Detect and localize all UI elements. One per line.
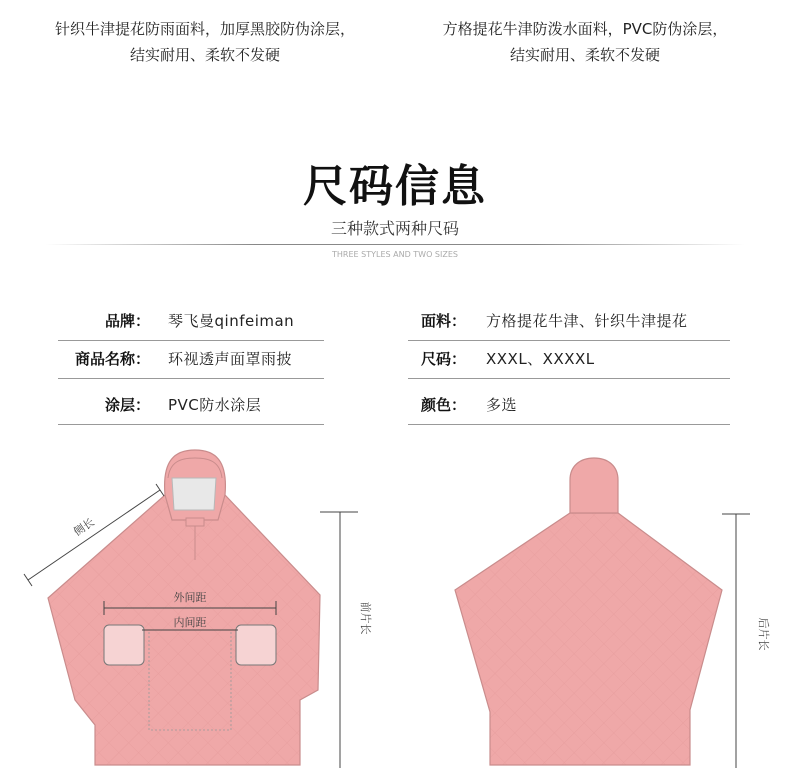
spec-label: 尺码： xyxy=(420,350,466,368)
inner-spacing-label: 内间距 xyxy=(173,616,207,629)
side-length-label: 侧长 xyxy=(71,515,97,539)
feature-line: 方格提花牛津防泼水面料，PVC防伪涂层， xyxy=(442,20,728,38)
spec-value: XXXL、XXXXL xyxy=(486,350,595,368)
front-length-label: 前片长 xyxy=(359,601,372,635)
fabric-description-left xyxy=(20,16,390,68)
spec-label: 面料： xyxy=(420,312,466,330)
back-length-label: 后片长 xyxy=(757,617,770,651)
spec-label: 涂层： xyxy=(104,396,150,414)
spec-value: 琴飞曼qinfeiman xyxy=(168,312,295,330)
title-divider xyxy=(45,244,745,245)
spec-row-size xyxy=(408,342,730,379)
spec-value: 多选 xyxy=(486,396,518,414)
back-length-dimension xyxy=(722,514,771,768)
feature-line: 结实耐用、柔软不发硬 xyxy=(509,46,660,64)
poncho-size-diagram xyxy=(0,440,790,770)
spec-label: 商品名称： xyxy=(74,350,150,368)
back-poncho xyxy=(455,458,771,768)
back-poncho-hood xyxy=(570,458,618,513)
spec-label: 颜色： xyxy=(420,396,466,414)
front-poncho xyxy=(24,450,373,768)
spec-row-color xyxy=(408,388,730,425)
pocket-right xyxy=(236,625,276,665)
spec-label: 品牌： xyxy=(104,312,150,330)
spec-row-brand xyxy=(58,304,324,341)
section-subtitle: 三种款式两种尺码 xyxy=(330,219,459,238)
spec-row-product-name xyxy=(58,342,324,379)
front-length-dimension xyxy=(320,512,373,768)
pocket-left xyxy=(104,625,144,665)
fabric-description-right xyxy=(400,16,770,68)
feature-line: 结实耐用、柔软不发硬 xyxy=(129,46,280,64)
spec-value: 方格提花牛津、针织牛津提花 xyxy=(486,312,688,330)
spec-row-coating xyxy=(58,388,324,425)
english-subtitle: THREE STYLES AND TWO SIZES xyxy=(332,250,458,259)
face-visor xyxy=(172,478,216,510)
back-poncho-body xyxy=(455,513,722,765)
spec-value: PVC防水涂层 xyxy=(168,396,262,414)
outer-spacing-label: 外间距 xyxy=(173,591,207,604)
section-title: 尺码信息 xyxy=(303,161,487,212)
feature-line: 针织牛津提花防雨面料，加厚黑胶防伪涂层， xyxy=(54,20,355,38)
spec-row-fabric xyxy=(408,304,730,341)
spec-value: 环视透声面罩雨披 xyxy=(168,350,293,368)
collar-tab xyxy=(186,518,204,526)
